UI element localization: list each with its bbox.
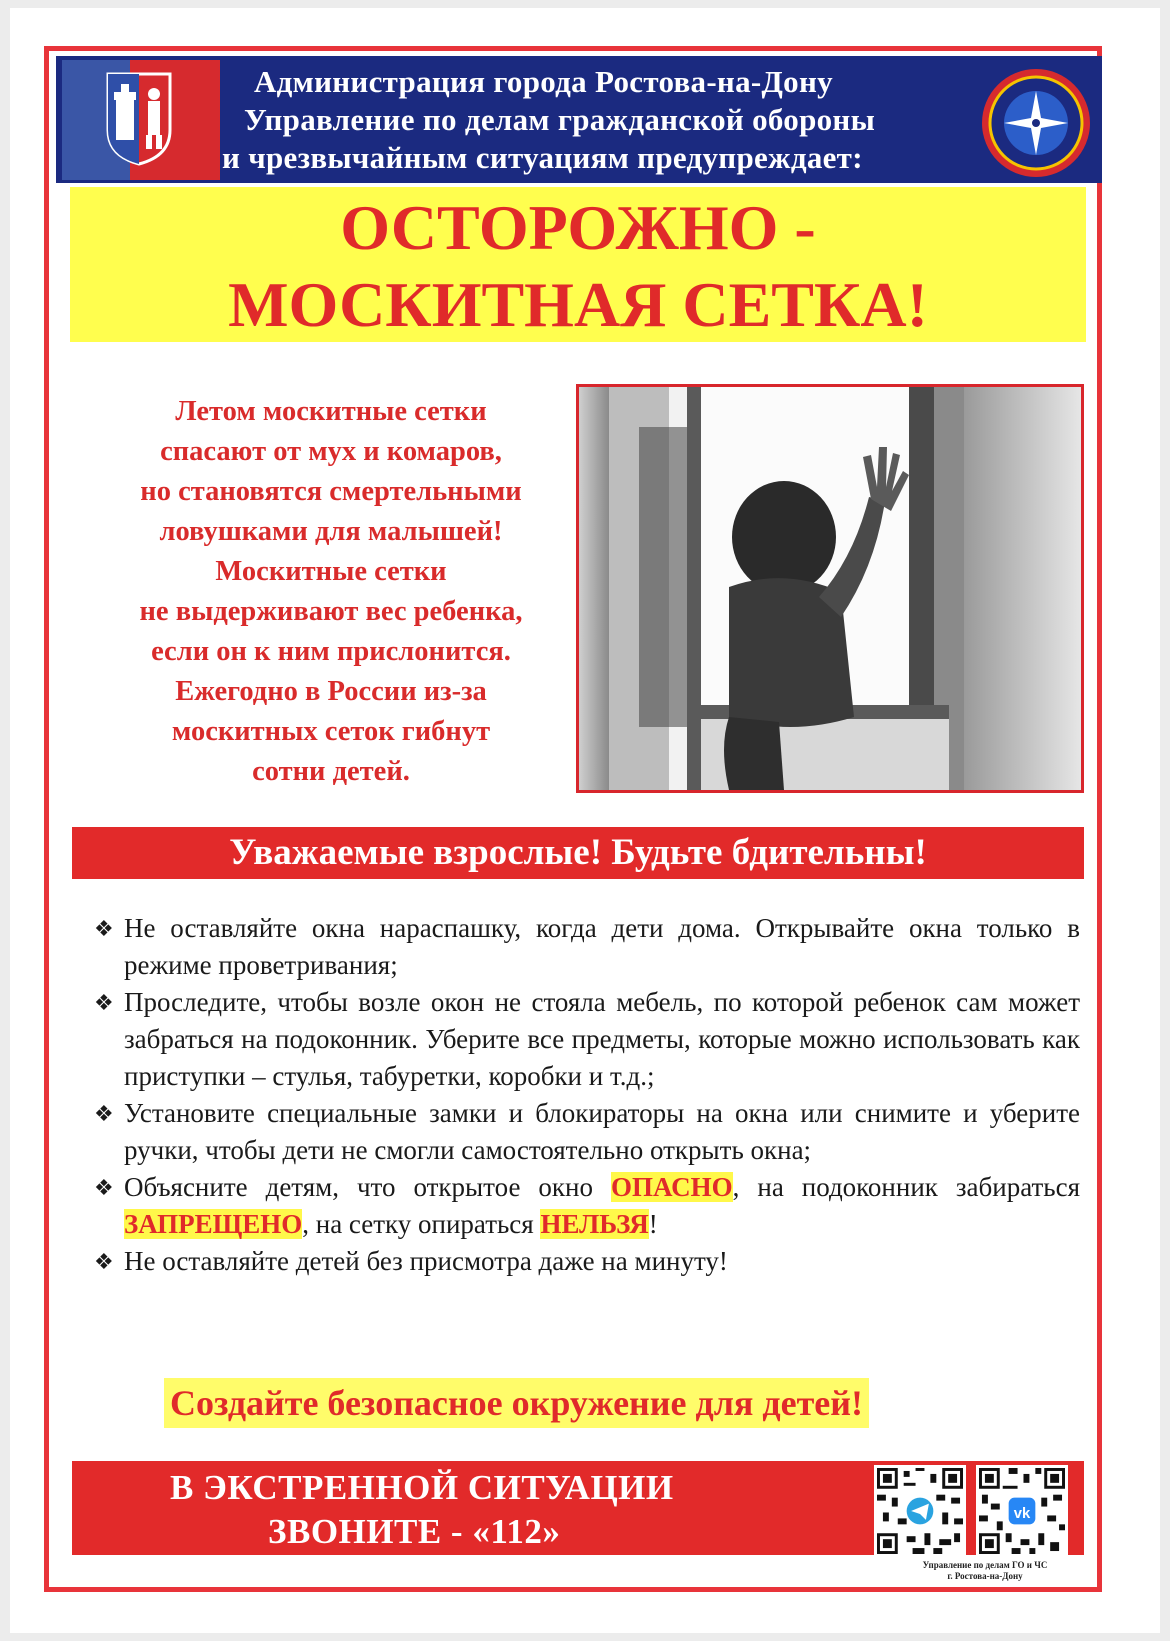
intro-text: [70, 392, 592, 792]
intro-line: сотни детей.: [252, 756, 410, 787]
header-line-2: Управление по делам гражданской обороны: [244, 102, 876, 137]
intro-line: ловушками для малышей!: [159, 516, 503, 547]
rule-text: Не оставляйте окна нараспашку, когда дети дома. Открывайте окна только в режиме проветривания;: [124, 913, 1080, 980]
child-at-window-photo: [576, 384, 1084, 793]
warning-banner: Уважаемые взрослые! Будьте бдительны!: [72, 827, 1084, 879]
child-at-window-illustration: [579, 387, 1081, 790]
safety-slogan: Создайте безопасное окружение для детей!: [164, 1378, 869, 1428]
civil-defense-emblem-icon: [980, 67, 1092, 179]
emergency-line-1: В ЭКСТРЕННОЙ СИТУАЦИИ: [170, 1468, 674, 1507]
highlight-not-allowed: НЕЛЬЗЯ: [540, 1209, 649, 1239]
intro-line: не выдерживают вес ребенка,: [139, 596, 523, 627]
intro-line: Москитные сетки: [215, 556, 447, 587]
rule-text: Не оставляйте детей без присмотра даже на минуту!: [124, 1246, 728, 1276]
diamond-bullet-icon: ❖: [94, 1249, 114, 1274]
qr-code-icon: [979, 1468, 1065, 1554]
list-item: [94, 1095, 1080, 1169]
qr-code-icon: [877, 1468, 963, 1554]
rule-text: !: [648, 1209, 658, 1239]
rule-text: Объясните детям, что открытое окно: [124, 1172, 593, 1202]
intro-line: если он к ним прислонится.: [151, 636, 511, 667]
safety-rules-list: [94, 910, 1080, 1280]
intro-line: но становятся смертельными: [140, 476, 522, 507]
diamond-bullet-icon: ❖: [94, 916, 114, 941]
rostov-coat-of-arms-icon: [104, 70, 174, 166]
intro-line: Летом москитные сетки: [175, 396, 487, 427]
diamond-bullet-icon: ❖: [94, 1101, 114, 1126]
header-line-3: и чрезвычайным ситуациям предупреждает:: [222, 140, 863, 175]
list-item: [94, 910, 1080, 984]
diamond-bullet-icon: ❖: [94, 990, 114, 1015]
diamond-bullet-icon: ❖: [94, 1175, 114, 1200]
qr-caption-line-1: Управление по делам ГО и ЧС: [922, 1560, 1048, 1570]
qr-caption-line-2: г. Ростова-на-Дону: [947, 1571, 1023, 1581]
list-item: [94, 984, 1080, 1095]
title-line-2: МОСКИТНАЯ СЕТКА!: [228, 269, 928, 340]
title-line-1: ОСТОРОЖНО -: [340, 192, 816, 263]
vk-qr-code[interactable]: [976, 1465, 1068, 1557]
rule-text: , на подоконник забираться: [732, 1172, 1081, 1202]
intro-line: Ежегодно в России из-за: [175, 676, 487, 707]
rule-text: , на сетку опираться: [302, 1209, 534, 1239]
intro-line: спасают от мух и комаров,: [160, 436, 502, 467]
highlight-dangerous: ОПАСНО: [610, 1172, 733, 1202]
list-item: [94, 1169, 1080, 1243]
svg-text:vk: vk: [1013, 1505, 1031, 1522]
rule-text: Установите специальные замки и блокираторы на окна или снимите и уберите ручки, чтобы дети не смогли самостоятельно открыть окна;: [124, 1098, 1080, 1165]
rule-text: Проследите, чтобы возле окон не стояла мебель, по которой ребенок сам может забраться на подоконник. Уберите все предметы, которые можно использовать как приступки – стулья, табуретки, коробки и т.д.;: [124, 987, 1080, 1091]
emergency-line-2: ЗВОНИТЕ - «112»: [268, 1512, 561, 1551]
highlight-forbidden: ЗАПРЕЩЕНО: [124, 1209, 303, 1239]
header-line-1: Администрация города Ростова-на-Дону: [254, 64, 833, 99]
telegram-qr-code[interactable]: [874, 1465, 966, 1557]
list-item: [94, 1243, 1080, 1280]
intro-line: москитных сеток гибнут: [171, 716, 491, 747]
